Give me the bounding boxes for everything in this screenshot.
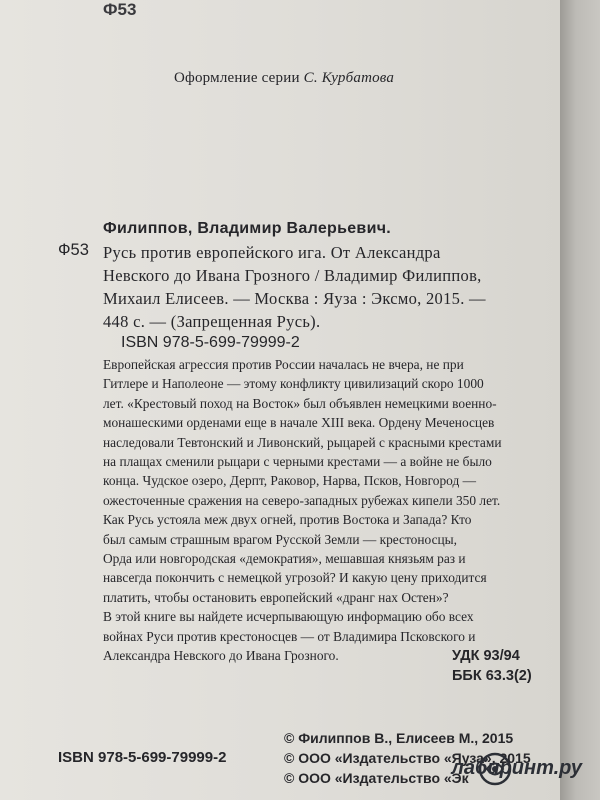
bib-line: Невского до Ивана Грозного / Владимир Филиппов, xyxy=(103,266,482,285)
catalog-code-entry: Ф53 xyxy=(58,241,89,259)
bibliographic-description xyxy=(103,241,543,333)
abstract-line: войнах Руси против крестоносцев — от Владимира Псковского и xyxy=(103,628,476,644)
abstract-line: В этой книге вы найдете исчерпывающую информацию обо всех xyxy=(103,609,474,625)
bib-line: Русь против европейского ига. От Александра xyxy=(103,243,441,262)
classification-codes xyxy=(452,646,532,686)
abstract-line: Европейская агрессия против России началась не вчера, не при xyxy=(103,357,464,372)
abstract-line: Орда или новгородская «демократия», мешавшая князьям раз и xyxy=(103,551,466,567)
abstract-line: лет. «Крестовый поход на Восток» был объявлен немецкими военно- xyxy=(103,395,497,411)
abstract-line: навсегда покончить с немецкой угрозой? И какую цену приходится xyxy=(103,570,487,586)
bib-line: 448 с. — (Запрещенная Русь). xyxy=(103,312,321,331)
abstract-line: платить, чтобы остановить европейский «дранг нах Остен»? xyxy=(103,589,449,605)
series-design-credit xyxy=(174,70,394,87)
catalog-code-top: Ф53 xyxy=(103,0,137,19)
abstract-line: был самым страшным врагом Русской Земли — крестоносцы, xyxy=(103,531,458,547)
copyright-line: © ООО «Издательство «Эк xyxy=(284,770,469,786)
abstract-line: ожесточенные сражения на северо-западных рубежах кипели 350 лет. xyxy=(103,492,501,508)
abstract-line: наследовали Тевтонский и Ливонский, рыцарей с красными крестами xyxy=(103,434,502,450)
copyright-line: © ООО «Издательство «Яуза», 2015 xyxy=(284,750,531,766)
design-name: С. Курбатова xyxy=(303,70,395,86)
isbn-entry: ISBN 978-5-699-79999-2 xyxy=(121,334,300,351)
abstract-line: Гитлере и Наполеоне — этому конфликту цивилизаций скоро 1000 xyxy=(103,376,484,392)
page-edge-shadow xyxy=(560,0,600,800)
author-heading: Филиппов, Владимир Валерьевич. xyxy=(103,220,392,237)
isbn-footer: ISBN 978-5-699-79999-2 xyxy=(58,749,227,766)
design-label: Оформление серии xyxy=(174,70,300,86)
abstract-line: конца. Чудское озеро, Дерпт, Раковор, Нарва, Псков, Новгород — xyxy=(103,473,477,489)
watermark-text: лабиринт.ру xyxy=(451,757,582,779)
copyright-line: © Филиппов В., Елисеев М., 2015 xyxy=(284,730,514,746)
bib-line: Михаил Елисеев. — Москва : Яуза : Эксмо, 2015. — xyxy=(103,289,486,308)
abstract-line: монашескими орденами еще в начале XIII века. Ордену Меченосцев xyxy=(103,415,495,431)
udk-code: УДК 93/94 xyxy=(452,648,520,664)
bbk-code: ББК 63.3(2) xyxy=(452,668,532,684)
abstract-line: Как Русь устояла меж двух огней, против Востока и Запада? Кто xyxy=(103,512,472,528)
abstract-line: Александра Невского до Ивана Грозного. xyxy=(103,648,339,664)
abstract-line: на плащах сменили рыцари с черными крестами — а войне не было xyxy=(103,454,492,470)
book-abstract xyxy=(103,355,533,666)
